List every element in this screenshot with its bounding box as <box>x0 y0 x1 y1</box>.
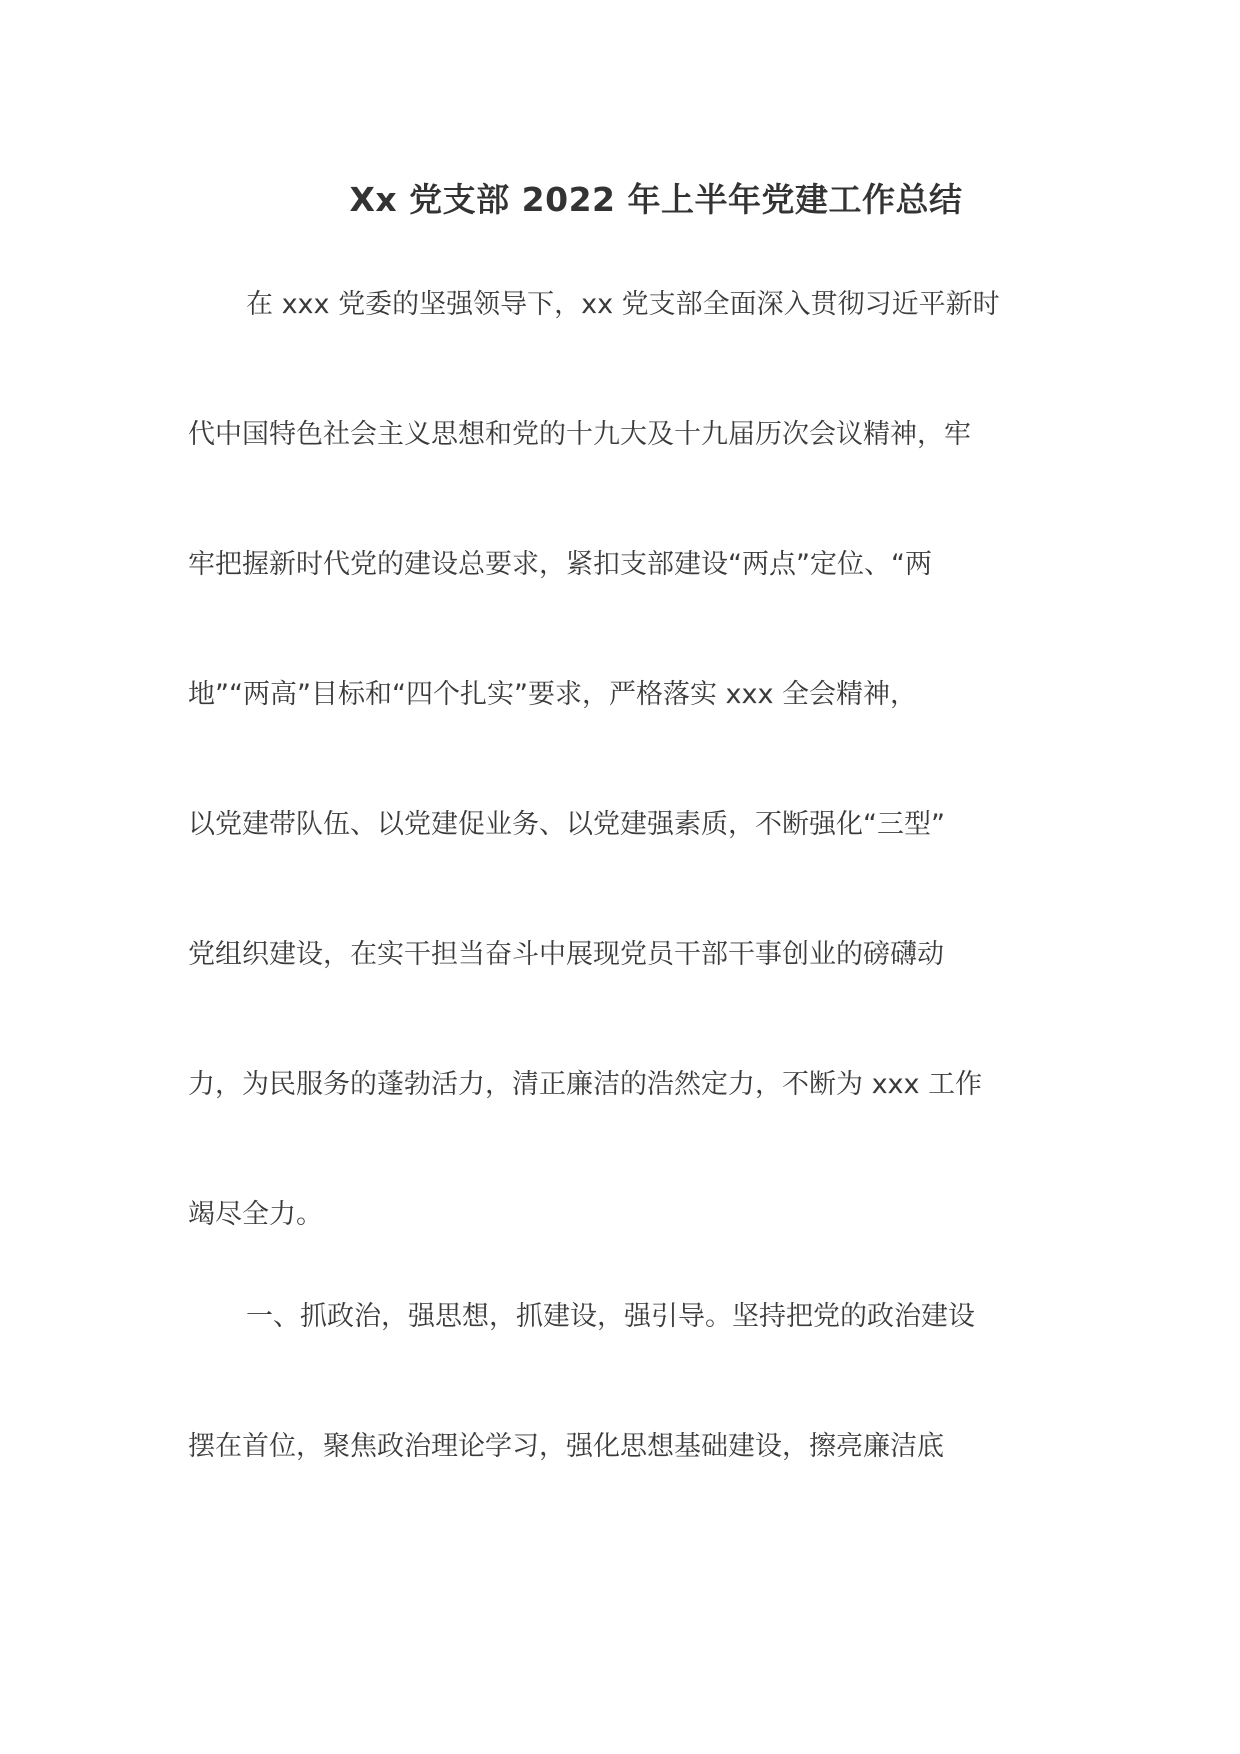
paragraph-line: 竭尽全力。 <box>188 1199 323 1230</box>
paragraph-line: 牢把握新时代党的建设总要求，紧扣支部建设“两点”定位、“两 <box>188 549 932 580</box>
paragraph-line: 代中国特色社会主义思想和党的十九大及十九届历次会议精神，牢 <box>188 419 971 450</box>
paragraph-line: 力，为民服务的蓬勃活力，清正廉洁的浩然定力，不断为 xxx 工作 <box>188 1069 983 1100</box>
paragraph-line: 一、抓政治，强思想，抓建设，强引导。坚持把党的政治建设 <box>246 1301 975 1332</box>
paragraph-line: 在 xxx 党委的坚强领导下，xx 党支部全面深入贯彻习近平新时 <box>246 289 1000 320</box>
paragraph-line: 以党建带队伍、以党建促业务、以党建强素质，不断强化“三型” <box>188 809 945 840</box>
paragraph-line: 摆在首位，聚焦政治理论学习，强化思想基础建设，擦亮廉洁底 <box>188 1431 944 1462</box>
document-title: Xx 党支部 2022 年上半年党建工作总结 <box>349 180 963 219</box>
paragraph-line: 地”“两高”目标和“四个扎实”要求，严格落实 xxx 全会精神， <box>188 679 918 710</box>
paragraph-line: 党组织建设，在实干担当奋斗中展现党员干部干事创业的磅礴动 <box>188 939 944 970</box>
